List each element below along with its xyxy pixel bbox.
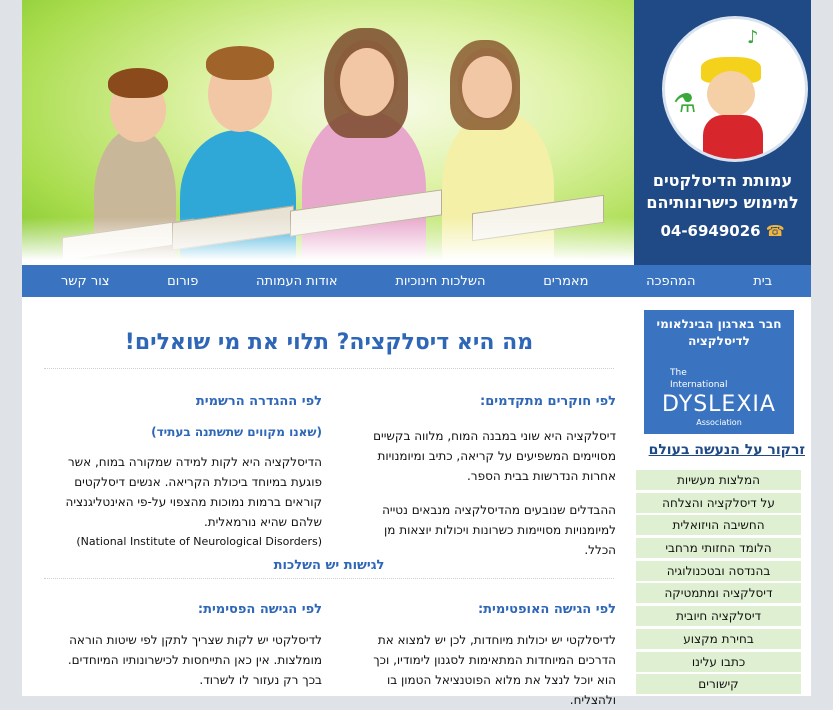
sidebar-item-links[interactable]: קישורים <box>636 674 801 695</box>
nav-item-contact[interactable]: צור קשר <box>60 273 110 289</box>
music-note-icon: ♪ <box>747 27 759 48</box>
phone-number-text: 04-6949026 <box>660 222 761 240</box>
nav-item-home[interactable]: בית <box>753 273 773 289</box>
world-spotlight-link[interactable]: זרקור על הנעשה בעולם <box>648 442 805 458</box>
kid-face <box>462 56 512 118</box>
badge-dyslexia: DYSLEXIA <box>662 392 776 417</box>
divider <box>44 578 614 579</box>
pessimistic-paragraph: לדיסלקטי יש לקות שצריך לתקן לפי שיטות הוראה מומלצות. אין כאן התייחסות לכישרונותיו המיוחדים. בכך רק נעזור לו לשרוד. <box>67 633 322 687</box>
sidebar-item-career[interactable]: בחירת מקצוע <box>636 629 801 650</box>
kid-hair <box>206 46 274 80</box>
badge-title-line2: לדיסלקציה <box>688 334 750 348</box>
badge-title-line1: חבר בארגון הבינלאומי <box>656 317 782 331</box>
brand-title <box>634 170 811 214</box>
nav-item-about[interactable]: אודות העמותה <box>256 273 338 289</box>
ida-member-badge[interactable] <box>644 310 794 434</box>
optimistic-approach <box>351 600 616 710</box>
sidebar-item-dyslexia-success[interactable]: על דיסלקציה והצלחה <box>636 493 801 514</box>
sidebar-item-visual-thinking[interactable]: החשיבה הויזואלית <box>636 515 801 536</box>
brand-panel <box>634 0 811 265</box>
sidebar-item-practical-tips[interactable]: המלצות מעשיות <box>636 470 801 491</box>
optimistic-paragraph: לדיסלקטי יש יכולות מיוחדות, לכן יש למצוא את הדרכים המיוחדות המתאימות לסגנון לימודיו, וכך הוא יוכל לנצל את מלוא הפוטנציאל הטמון בו ולהצליח. <box>373 633 616 707</box>
nav-item-educational[interactable]: השלכות חינוכיות <box>395 273 486 289</box>
official-definition <box>57 392 322 552</box>
approaches-title: לגישות יש השלכות <box>273 558 385 573</box>
kid-hair <box>108 68 168 98</box>
official-heading: לפי ההגדרה הרשמית <box>195 394 322 409</box>
official-subheading: (שאנו מקווים שתשתנה בעתיד) <box>151 425 322 439</box>
kid-face <box>340 48 394 116</box>
badge-international: International <box>670 380 728 390</box>
sidebar-item-visual-learner[interactable]: הלומד החזותי מרחבי <box>636 538 801 559</box>
hero-photo <box>22 0 634 265</box>
research-heading: לפי חוקרים מתקדמים: <box>480 394 616 409</box>
phone-number <box>634 222 811 240</box>
hero-floor <box>22 217 634 265</box>
pessimistic-approach <box>57 600 322 690</box>
main-nav <box>22 265 811 297</box>
research-definition <box>351 392 616 560</box>
sidebar-item-press[interactable]: כתבו עלינו <box>636 652 801 673</box>
official-source: (National Institute of Neurological Disorders) <box>76 535 322 548</box>
research-paragraph-1: דיסלקציה היא שוני במבנה המוח, מלווה בקשיים מסויימים המשפיעים על קריאה, כתיב ומיומנויות אחרות הנדרשות בבית הספר. <box>373 429 616 483</box>
nav-item-articles[interactable]: מאמרים <box>543 273 589 289</box>
brand-title-line1: עמותת הדיסלקטים <box>652 171 793 190</box>
page <box>22 0 811 707</box>
page-title: מה היא דיסלקציה? תלוי את מי שואלים! <box>124 330 534 355</box>
nav-item-revolution[interactable]: המהפכה <box>646 273 696 289</box>
sidebar-item-positive-dyslexia[interactable]: דיסלקציה חיובית <box>636 606 801 627</box>
badge-association: Association <box>696 418 742 427</box>
official-paragraph: הדיסלקציה היא לקות למידה שמקורה במוח, אשר פוגעת במיוחד ביכולת הקריאה. אנשים דיסלקטים קוראים ברמות נמוכות מהצפוי על-פי האינטליגנציה שלהם שהיא נורמאלית. <box>65 455 322 529</box>
badge-the: The <box>670 368 687 378</box>
association-logo[interactable] <box>662 16 808 162</box>
logo-body <box>703 115 763 162</box>
brand-title-line2: למימוש כישרונותיהם <box>646 193 799 212</box>
logo-face <box>707 71 755 117</box>
divider <box>44 368 614 369</box>
sidebar-menu <box>636 470 801 697</box>
phone-icon: ☎ <box>765 222 785 240</box>
flask-icon: ⚗ <box>673 89 697 119</box>
pessimistic-heading: לפי הגישה הפסימית: <box>197 602 322 617</box>
research-paragraph-2: ההבדלים שנובעים מהדיסלקציה מנבאים נטייה למיומנויות מסויימות כשרונות ויכולות יוצאות מן הכלל. <box>382 503 616 557</box>
optimistic-heading: לפי הגישה האופטימית: <box>477 602 616 617</box>
nav-item-forum[interactable]: פורום <box>167 273 199 289</box>
sidebar-item-math[interactable]: דיסלקציה ומתמטיקה <box>636 583 801 604</box>
sidebar-item-engineering[interactable]: בהנדסה ובטכנולוגיה <box>636 561 801 582</box>
badge-title <box>644 316 794 350</box>
